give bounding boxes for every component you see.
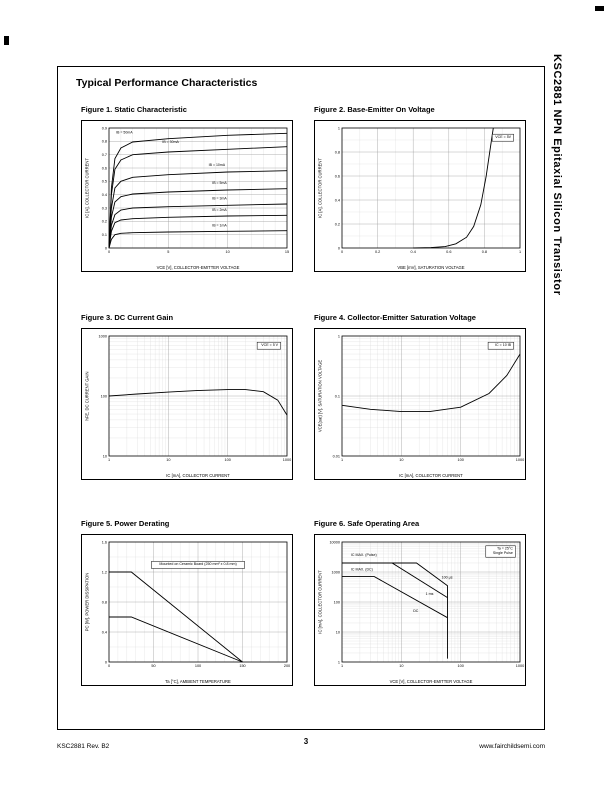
y-tick-label: 1000 [98,334,107,339]
y-axis-label: IC [mA], COLLECTOR CURRENT [317,570,323,634]
x-tick-label: 0.6 [446,250,452,254]
x-tick-label: 10 [166,458,171,462]
annotation-text: VCE = 5V [495,135,512,139]
x-axis-label: Ta [°C], AMBIENT TEMPERATURE [165,679,231,684]
print-mark-left [4,36,9,45]
figure-2-caption: Figure 2. Base-Emitter On Voltage [314,105,435,114]
annotation-text: VCE = 5 V [261,343,279,347]
x-tick-label: 50 [151,664,156,668]
figure-2 [314,105,526,272]
x-tick-label: 0 [107,664,111,668]
x-tick-label: 10 [399,664,404,668]
figure-6-chart [314,534,526,686]
x-tick-label: 0.8 [481,250,488,254]
x-axis-label: VCE [V], COLLECTOR-EMITTER VOLTAGE [156,265,240,270]
y-tick-label: 0.8 [101,139,107,144]
y-tick-label: 0.8 [101,600,107,605]
chart-svg-fig6 [315,535,527,687]
x-tick-label: 0.4 [410,250,416,254]
x-tick-label: 1 [340,664,344,668]
y-tick-label: 0.4 [334,198,340,203]
y-tick-label: 0.2 [101,219,107,224]
series-dc-limit [342,577,448,618]
x-axis-label: VCE [V], COLLECTOR-EMITTER VOLTAGE [389,679,473,684]
x-tick-label: 15 [284,250,290,254]
y-tick-label: 10 [102,454,107,459]
x-tick-label: 10 [399,458,404,462]
chart-svg-fig1 [82,121,294,273]
x-tick-label: 1 [340,458,344,462]
annotation-text: Ta = 25°C [496,546,513,551]
x-tick-label: 100 [194,664,202,668]
chart-svg-fig2 [315,121,527,273]
x-tick-label: 0 [107,250,111,254]
x-tick-label: 1000 [282,458,292,462]
y-tick-label: 0.7 [101,152,107,157]
figure-2-chart [314,120,526,272]
y-tick-label: 0.2 [334,222,340,227]
figure-3-caption: Figure 3. DC Current Gain [81,313,174,322]
side-banner-title: KSC2881 NPN Epitaxial Silicon Transistor [551,54,563,296]
y-tick-label: 0.5 [101,179,107,184]
series-vce-sat [342,354,520,412]
annotation-text: 100 μs [441,575,453,580]
chart-svg-fig4 [315,329,527,481]
print-mark-top-right [595,6,604,11]
y-axis-label: IC [A], COLLECTOR CURRENT [84,158,90,218]
x-tick-label: 10 [225,250,230,254]
y-tick-label: 1.6 [101,540,107,545]
y-axis-label: hFE, DC CURRENT GAIN [84,371,90,421]
annotation-text: 1 ms [425,592,434,597]
y-tick-label: 100 [100,394,107,399]
x-tick-label: 0.2 [374,250,381,254]
footer-page-number: 3 [303,737,309,746]
figure-6 [314,519,526,686]
footer-doc-revision: KSC2881 Rev. B2 [57,743,110,750]
figure-1-caption: Figure 1. Static Characteristic [81,105,187,114]
y-tick-label: 10 [335,630,340,635]
y-tick-label: 1000 [331,570,340,575]
y-tick-label: 1 [337,126,340,131]
x-tick-label: 1000 [515,664,525,668]
x-axis-label: VBE [mV], SATURATION VOLTAGE [397,265,465,270]
figure-5-chart [81,534,293,686]
y-tick-label: 0.4 [101,630,107,635]
page-title: Typical Performance Characteristics [76,77,258,89]
series-ib-1ma [109,231,287,248]
annotation-text: Single Pulse [492,551,513,555]
figure-1 [81,105,293,272]
footer-website: www.fairchildsemi.com [479,743,545,750]
x-axis-label: IC [mA], COLLECTOR CURRENT [399,473,463,478]
figure-1-chart [81,120,293,272]
y-tick-label: 0.3 [101,206,107,211]
series-hfe [109,390,287,416]
y-tick-label: 0.1 [101,232,107,237]
y-tick-label: 0 [337,246,340,251]
y-tick-label: 1.2 [101,570,107,575]
x-tick-label: 1 [107,458,111,462]
series-ib-3ma [109,204,287,248]
figure-4-chart [314,328,526,480]
y-tick-label: 0.6 [101,166,107,171]
figure-3-chart [81,328,293,480]
x-axis-label: IC [mA], COLLECTOR CURRENT [166,473,230,478]
figure-4 [314,313,526,480]
figure-4-caption: Figure 4. Collector-Emitter Saturation Voltage [314,313,476,322]
series-label: IB = 2mA [212,207,227,212]
annotation-text: DC [413,609,419,613]
y-tick-label: 1 [337,334,340,339]
annotation-text: IC MAX. (Pulse) [350,553,377,558]
chart-svg-fig5 [82,535,294,687]
figure-5-caption: Figure 5. Power Derating [81,519,170,528]
annotation-text: IC MAX. (DC) [350,567,373,572]
annotation-text: Mounted on Ceramic Board (250 mm² x 0.8 mm) [159,562,237,567]
series-label: IB = 50mA [116,130,133,135]
chart-svg-fig3 [82,329,294,481]
series-pulse-100us [342,563,448,659]
series-ib-10ma [109,171,287,248]
y-tick-label: 0.4 [101,192,107,197]
x-tick-label: 100 [457,664,464,668]
y-tick-label: 100 [333,600,340,605]
series-label: IB = 5mA [212,180,227,185]
series-label: IB = 10mA [208,162,226,167]
y-tick-label: 10000 [329,540,340,545]
plot-border [109,128,287,248]
x-tick-label: 150 [239,664,246,668]
y-axis-label: VCE(sat) [V], SATURATION VOLTAGE [317,359,323,433]
y-axis-label: PC [W], POWER DISSIPATION [84,572,90,632]
figure-6-caption: Figure 6. Safe Operating Area [314,519,420,528]
figure-3 [81,313,293,480]
y-tick-label: 0.1 [334,394,340,399]
x-tick-label: 100 [457,458,464,462]
x-tick-label: 0 [340,250,344,254]
figure-5 [81,519,293,686]
annotation-text: IC = 10 IB [495,343,512,347]
y-tick-label: 0 [104,246,107,251]
y-tick-label: 0.9 [101,126,107,131]
y-tick-label: 0.6 [334,174,340,179]
series-label: IB = 1mA [212,223,227,228]
series-label: IB = 30mA [162,140,179,144]
y-tick-label: 0 [104,660,107,665]
y-tick-label: 1 [337,660,340,665]
x-tick-label: 5 [167,250,170,254]
series-free-air [109,617,243,662]
x-tick-label: 1000 [515,458,525,462]
y-tick-label: 0.8 [334,150,340,155]
x-tick-label: 1 [518,250,522,254]
series-label: IB = 3mA [212,196,227,201]
x-tick-label: 200 [283,664,291,668]
content-frame [57,66,545,730]
y-axis-label: IC [A], COLLECTOR CURRENT [317,158,323,218]
x-tick-label: 100 [224,458,231,462]
y-tick-label: 0.01 [332,454,340,459]
